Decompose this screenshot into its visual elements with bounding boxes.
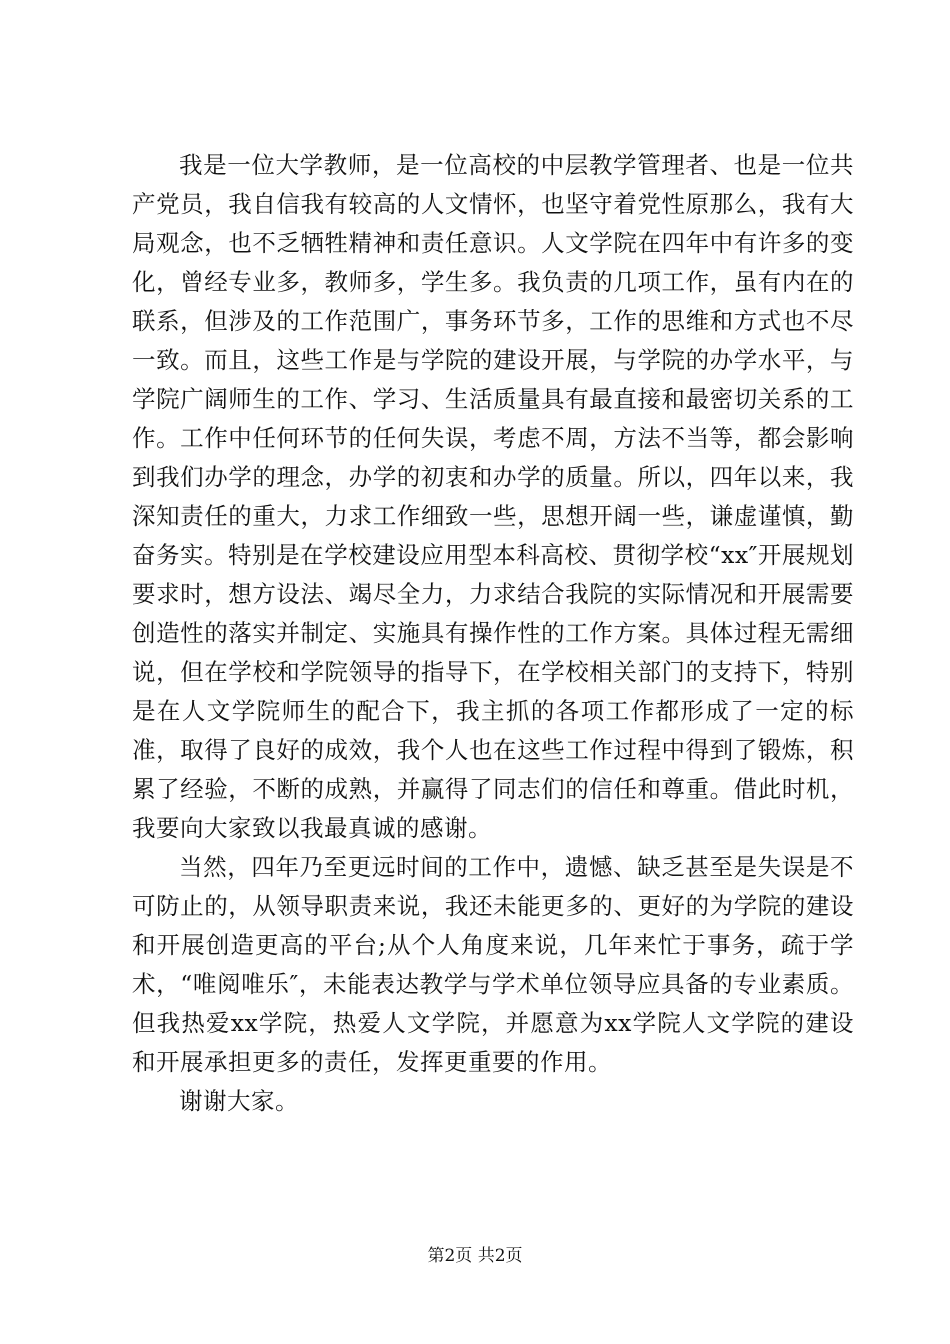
- page-footer: [0, 1244, 950, 1268]
- paragraph-1: 我是一位大学教师，是一位高校的中层教学管理者、也是一位共产党员，我自信我有较高的人文情怀，也坚守着党性原那么，我有大局观念，也不乏牺牲精神和责任意识。人文学院在四年中有许多的变化，曾经专业多，教师多，学生多。我负责的几项工作，虽有内在的联系，但涉及的工作范围广，事务环节多，工作的思维和方式也不尽一致。而且，这些工作是与学院的建设开展，与学院的办学水平，与学院广阔师生的工作、学习、生活质量具有最直接和最密切关系的工作。工作中任何环节的任何失误，考虑不周，方法不当等，都会影响到我们办学的理念，办学的初衷和办学的质量。所以，四年以来，我深知责任的重大，力求工作细致一些，思想开阔一些，谦虚谨慎，勤奋务实。特别是在学校建设应用型本科高校、贯彻学校“xx″开展规划要求时，想方设法、竭尽全力，力求结合我院的实际情况和开展需要创造性的落实并制定、实施具有操作性的工作方案。具体过程无需细说，但在学校和学院领导的指导下，在学校相关部门的支持下，特别是在人文学院师生的配合下，我主抓的各项工作都形成了一定的标准，取得了良好的成效，我个人也在这些工作过程中得到了锻炼，积累了经验，不断的成熟，并赢得了同志们的信任和尊重。借此时机，我要向大家致以我最真诚的感谢。: [132, 151, 854, 842]
- paragraph-3: 谢谢大家。: [179, 1087, 299, 1115]
- document-body: [132, 146, 854, 1121]
- page-number: 第2页 共2页: [427, 1246, 523, 1266]
- paragraph-2: 当然，四年乃至更远时间的工作中，遗憾、缺乏甚至是失误是不可防止的，从领导职责来说，我还未能更多的、更好的为学院的建设和开展创造更高的平台;从个人角度来说，几年来忙于事务，疏于学术，“唯阅唯乐″，未能表达教学与学术单位领导应具备的专业素质。但我热爱xx学院，热爱人文学院，并愿意为xx学院人文学院的建设和开展承担更多的责任，发挥更重要的作用。: [132, 853, 854, 1076]
